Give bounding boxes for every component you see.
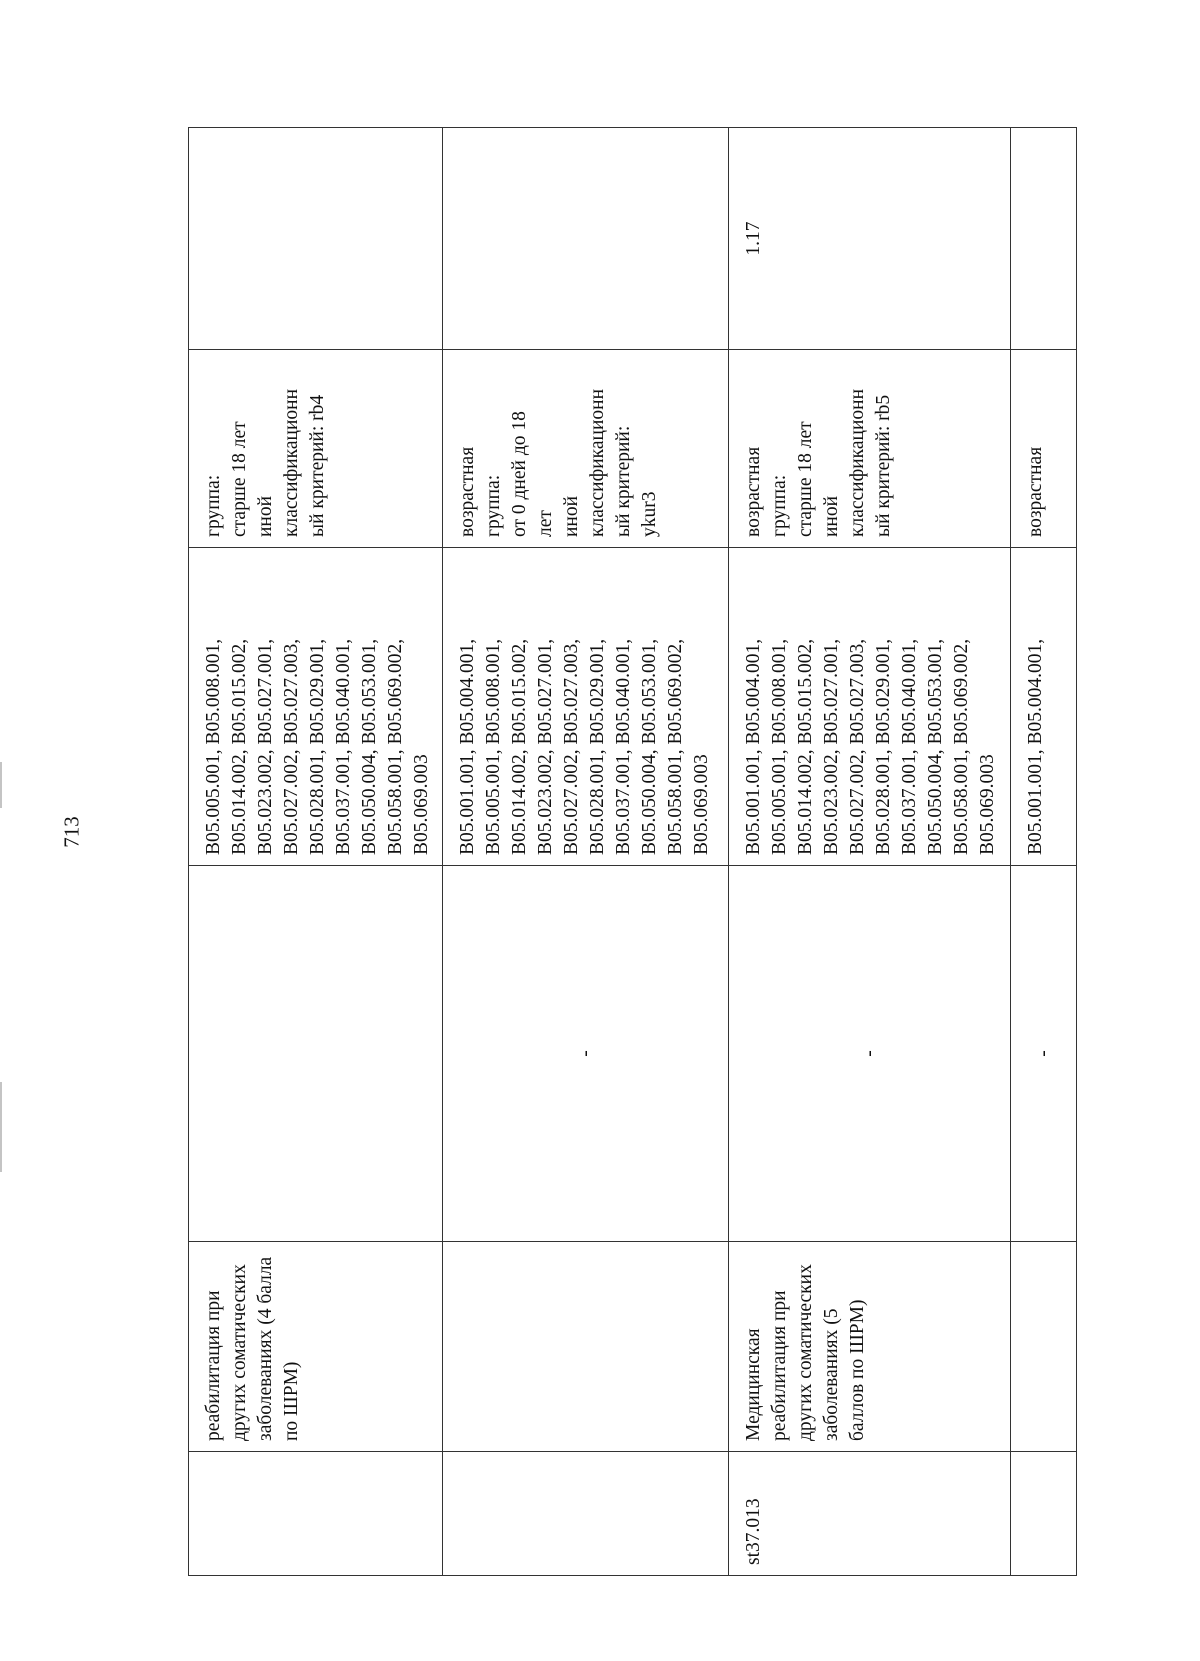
coefficient-cell: [1011, 128, 1077, 350]
scan-mark: [0, 762, 2, 808]
scan-mark: [0, 1082, 2, 1172]
coefficient-cell: [443, 128, 729, 350]
criteria-cell: группа: старше 18 лет иной классификационн ый критерий: rb4: [189, 350, 443, 548]
criteria-cell: возрастная группа: от 0 дней до 18 лет иной классификационн ый критерий: ykur3: [443, 350, 729, 548]
diagnosis-cell: -: [1011, 866, 1077, 1242]
code-cell: [189, 1452, 443, 1576]
services-cell: B05.001.001, B05.004.001, B05.005.001, B05.008.001, B05.014.002, B05.015.002, B05.023.002, B05.027.001, B05.027.002, B05.027.003, B05.028.001, B05.029.001, B05.037.001, B05.040.001, B05.050.004, B05.053.001, B05.058.001, B05.069.002, B05.069.003: [729, 548, 1011, 866]
rotated-table-frame: [188, 128, 1076, 1576]
code-cell: st37.013: [729, 1452, 1011, 1576]
tariff-table: [188, 127, 1077, 1576]
code-cell: [443, 1452, 729, 1576]
services-cell: B05.001.001, B05.004.001, B05.005.001, B05.008.001, B05.014.002, B05.015.002, B05.023.002, B05.027.001, B05.027.002, B05.027.003, B05.028.001, B05.029.001, B05.037.001, B05.040.001, B05.050.004, B05.053.001, B05.058.001, B05.069.002, B05.069.003: [443, 548, 729, 866]
diagnosis-cell: [189, 866, 443, 1242]
name-cell: [1011, 1242, 1077, 1452]
table-row: [189, 128, 443, 1576]
name-cell: реабилитация при других соматических заболеваниях (4 балла по ШРМ): [189, 1242, 443, 1452]
criteria-cell: возрастная: [1011, 350, 1077, 548]
name-cell: Медицинская реабилитация при других соматических заболеваниях (5 баллов по ШРМ): [729, 1242, 1011, 1452]
diagnosis-cell: -: [443, 866, 729, 1242]
coefficient-cell: 1.17: [729, 128, 1011, 350]
table-row: [1011, 128, 1077, 1576]
services-cell: B05.001.001, B05.004.001,: [1011, 548, 1077, 866]
name-cell: [443, 1242, 729, 1452]
page-number: 713: [59, 816, 84, 848]
coefficient-cell: [189, 128, 443, 350]
criteria-cell: возрастная группа: старше 18 лет иной классификационн ый критерий: rb5: [729, 350, 1011, 548]
diagnosis-cell: -: [729, 866, 1011, 1242]
table-row: [729, 128, 1011, 1576]
table-row: [443, 128, 729, 1576]
code-cell: [1011, 1452, 1077, 1576]
services-cell: B05.005.001, B05.008.001, B05.014.002, B05.015.002, B05.023.002, B05.027.001, B05.027.002, B05.027.003, B05.028.001, B05.029.001, B05.037.001, B05.040.001, B05.050.004, B05.053.001, B05.058.001, B05.069.002, B05.069.003: [189, 548, 443, 866]
